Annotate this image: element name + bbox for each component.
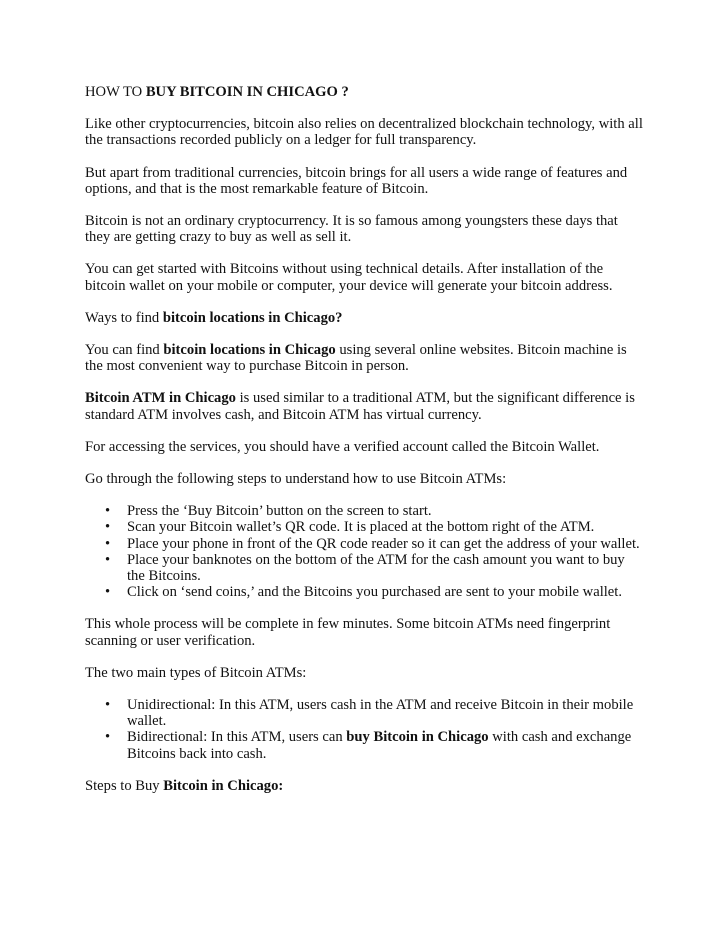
page-title: [85, 84, 645, 100]
atm-paragraph: [85, 390, 645, 422]
types-intro: The two main types of Bitcoin ATMs:: [85, 664, 307, 681]
steps-intro: Go through the following steps to understand how to use Bitcoin ATMs:: [85, 471, 507, 488]
ways-heading-bold: bitcoin locations in Chicago?: [162, 309, 343, 326]
title-bold: BUY BITCOIN IN CHICAGO ?: [145, 84, 349, 100]
document-page: [85, 84, 645, 810]
step-text: Place your phone in front of the QR code reader so it can get the address of your wallet.: [127, 535, 640, 552]
atm-bold: Bitcoin ATM in Chicago: [85, 390, 236, 407]
list-item: [105, 729, 645, 762]
find-suffix: using several online websites. Bitcoin machine is the most convenient way to purchase Bitcoin in person.: [85, 342, 627, 375]
bullet-icon: •: [105, 519, 111, 536]
bullet-icon: •: [105, 535, 111, 552]
step-text: Place your banknotes on the bottom of the ATM for the cash amount you want to buy the Bitcoins.: [127, 551, 625, 585]
atm-suffix: is used similar to a traditional ATM, but the significant difference is standard ATM involves cash, and Bitcoin ATM has virtual currency.: [85, 390, 635, 423]
type-unidirectional: Unidirectional: In this ATM, users cash in the ATM and receive Bitcoin in their mobile wallet.: [127, 697, 634, 730]
step-text: Click on ‘send coins,’ and the Bitcoins you purchased are sent to your mobile wallet.: [127, 584, 622, 601]
types-list: [85, 697, 645, 762]
list-item: [105, 535, 645, 552]
intro-paragraph-4: You can get started with Bitcoins without using technical details. After installation of the bitcoin wallet on your mobile or computer, your device will generate your bitcoin address.: [85, 261, 613, 294]
type-bi-bold: buy Bitcoin in Chicago: [346, 729, 489, 746]
buy-heading-bold: Bitcoin in Chicago:: [163, 777, 284, 794]
type-bi-prefix: Bidirectional: In this ATM, users can: [127, 729, 347, 746]
intro-paragraph-3: Bitcoin is not an ordinary cryptocurrency. It is so famous among youngsters these days that they are getting crazy to buy as well as sell it.: [85, 213, 618, 246]
step-text: Scan your Bitcoin wallet’s QR code. It is placed at the bottom right of the ATM.: [127, 519, 595, 536]
find-bold: bitcoin locations in Chicago: [163, 342, 336, 359]
find-paragraph: [85, 342, 645, 374]
step-text: Press the ‘Buy Bitcoin’ button on the screen to start.: [127, 503, 432, 520]
buy-heading-prefix: Steps to Buy: [85, 777, 164, 794]
list-item: [105, 584, 645, 601]
title-prefix: HOW TO: [85, 84, 146, 100]
list-item: [105, 503, 645, 520]
list-item: [105, 697, 645, 730]
bullet-icon: •: [105, 729, 111, 746]
list-item: [105, 519, 645, 536]
type-bi-suffix: with cash and exchange Bitcoins back into cash.: [127, 729, 632, 762]
buy-heading: [85, 778, 645, 794]
list-item: [105, 551, 645, 585]
steps-list: [85, 503, 645, 600]
bullet-icon: •: [105, 697, 111, 714]
ways-heading: [85, 310, 645, 326]
intro-paragraph-2: But apart from traditional currencies, bitcoin brings for all users a wide range of features and options, and that is the most remarkable feature of Bitcoin.: [85, 164, 628, 197]
bullet-icon: •: [105, 551, 111, 568]
intro-paragraph-1: Like other cryptocurrencies, bitcoin also relies on decentralized blockchain technology, with all the transactions recorded publicly on a ledger for full transparency.: [85, 116, 643, 149]
bullet-icon: •: [105, 584, 111, 601]
process-paragraph: This whole process will be complete in few minutes. Some bitcoin ATMs need fingerprint scanning or user verification.: [85, 616, 611, 649]
bullet-icon: •: [105, 503, 111, 520]
find-prefix: You can find: [85, 342, 164, 359]
ways-heading-prefix: Ways to find: [85, 309, 163, 326]
wallet-paragraph: For accessing the services, you should have a verified account called the Bitcoin Wallet.: [85, 438, 600, 455]
